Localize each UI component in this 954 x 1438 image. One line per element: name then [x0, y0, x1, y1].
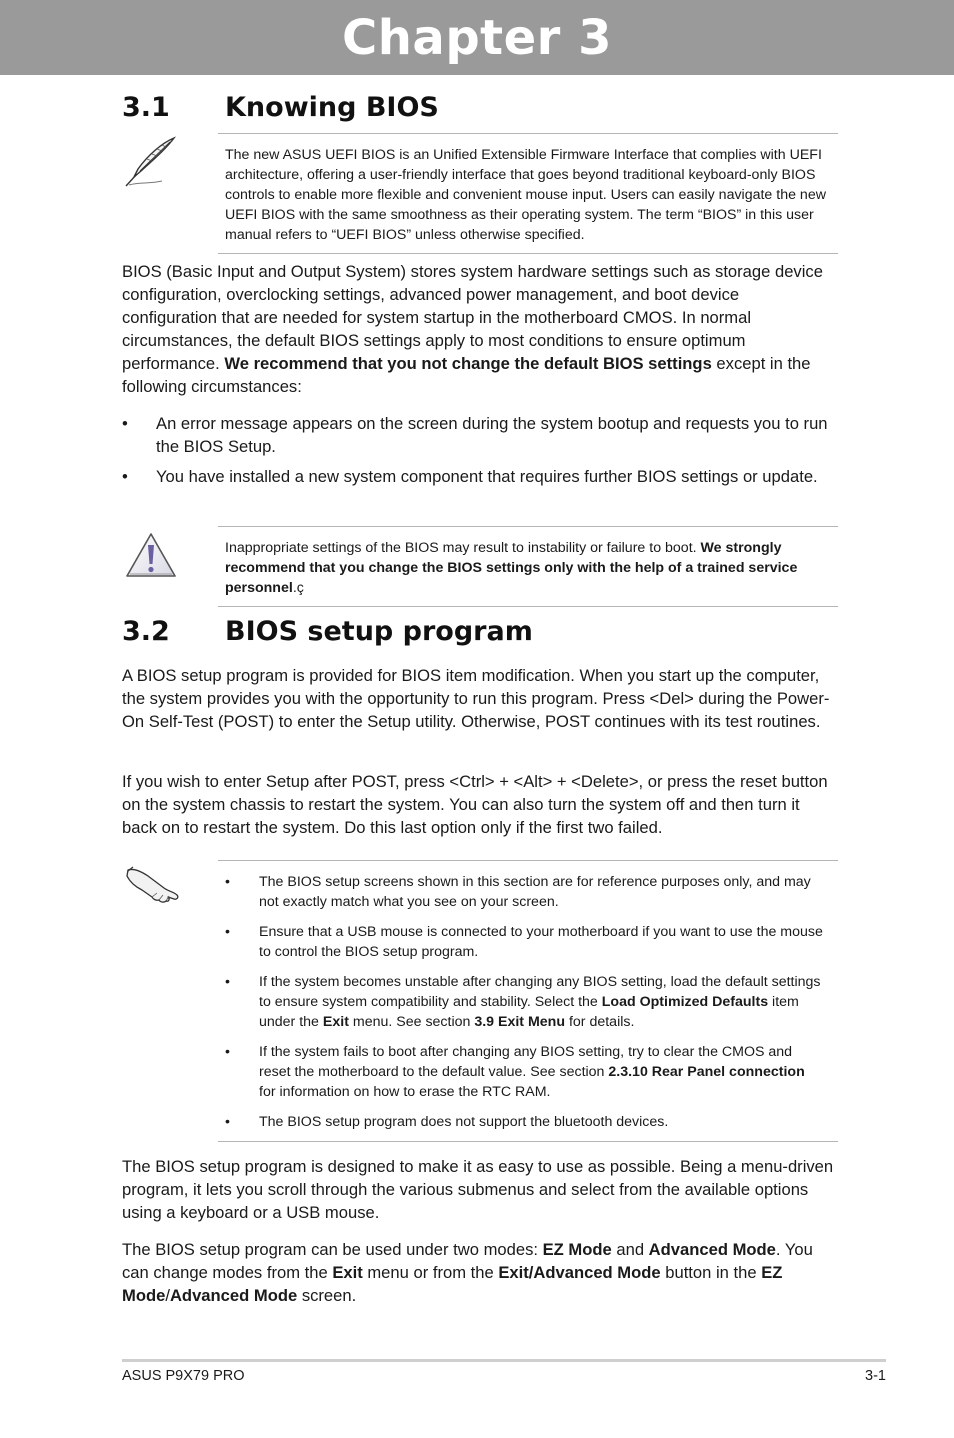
list-item: [122, 465, 837, 488]
text-run: menu. See section: [348, 1014, 475, 1030]
list-item: [225, 972, 825, 1032]
setup-paragraph-1: A BIOS setup program is provided for BIOS item modification. When you start up the computer, the system provides you with the opportunity to run this program. Press <Del> during the Power-On Self-Test (POST) to enter the Setup utility. Otherwise, POST continues with its test routines.: [122, 666, 830, 731]
section-heading-3-1: [122, 92, 439, 123]
bold-run: Exit/Advanced Mode: [498, 1263, 661, 1282]
intro-text: BIOS (Basic Input and Output System) stores system hardware settings such as storage device configuration, overclocking settings, advanced power management, and boot device configuration that are needed for system startup in the motherboard CMOS. In normal circumstances, the default BIOS settings apply to most conditions to ensure optimum performance.: [122, 262, 823, 373]
list-item: [225, 872, 825, 912]
bold-run: Load Optimized Defaults: [601, 994, 769, 1010]
list-item-text: [259, 1044, 805, 1100]
bullet: •: [225, 974, 230, 990]
section-number: 3.2: [122, 616, 170, 647]
circumstances-list: [122, 412, 837, 495]
text-run: If the system fails to boot after changing any BIOS setting, try to clear the CMOS and reset the motherboard to the default value. See section: [259, 1044, 793, 1080]
list-item: [122, 412, 837, 458]
pen-icon: [122, 135, 180, 189]
warning-text-end: .ç: [292, 580, 304, 596]
bold-run: EZ Mode: [542, 1240, 612, 1259]
list-item-text: Ensure that a USB mouse is connected to your motherboard if you want to use the mouse to control the BIOS setup program.: [259, 924, 823, 960]
section-title: Knowing BIOS: [225, 92, 439, 123]
note-text: The new ASUS UEFI BIOS is an Unified Extensible Firmware Interface that complies with UEFI architecture, offering a user-friendly interface that goes beyond traditional keyboard-only BIOS controls to enable more flexible and convenient mouse input. Users can easily navigate the new UEFI BIOS with the same smoothness as their operating system. The term “BIOS” in this user manual refers to “UEFI BIOS” unless otherwise specified.: [225, 147, 826, 243]
intro-text-end: except in the following circumstances:: [122, 354, 811, 396]
bold-run: Advanced Mode: [169, 1286, 298, 1305]
bold-run: 3.9 Exit Menu: [474, 1014, 566, 1030]
bold-run: 2.3.10 Rear Panel connection: [608, 1064, 805, 1080]
list-item-text: You have installed a new system component that requires further BIOS settings or update.: [156, 467, 818, 486]
section-heading-3-2: [122, 616, 533, 647]
bold-run: Advanced Mode: [648, 1240, 776, 1259]
bullet: •: [225, 874, 230, 890]
chapter-title: Chapter 3: [342, 9, 612, 66]
text-run: item under the: [259, 994, 799, 1030]
modes-paragraph: [122, 1238, 837, 1307]
text-run: for details.: [565, 1014, 635, 1030]
setup-notes-list: [225, 872, 825, 1142]
section-number: 3.1: [122, 92, 170, 123]
footer-product-name: ASUS P9X79 PRO: [122, 1368, 245, 1384]
notes-top-rule: [218, 860, 838, 861]
footer-page-number: 3-1: [865, 1368, 886, 1384]
list-item-text: An error message appears on the screen during the system bootup and requests you to run the BIOS Setup.: [156, 414, 828, 456]
bullet: •: [225, 1044, 230, 1060]
notes-bottom-rule: [218, 1141, 838, 1142]
text-run: button in the: [660, 1263, 762, 1282]
warning-bottom-rule: [218, 606, 838, 607]
bullet: •: [225, 1114, 230, 1130]
text-run: /: [165, 1286, 170, 1305]
bold-run: EZ Mode: [122, 1263, 783, 1305]
list-item-text: The BIOS setup screens shown in this section are for reference purposes only, and may not exactly match what you see on your screen.: [259, 874, 811, 910]
text-run: . You can change modes from the: [122, 1240, 813, 1282]
bold-run: Exit: [322, 1014, 349, 1030]
list-item-text: The BIOS setup program does not support the bluetooth devices.: [259, 1114, 669, 1130]
bold-run: Exit: [332, 1263, 363, 1282]
section-title: BIOS setup program: [225, 616, 533, 647]
note-top-rule: [218, 133, 838, 134]
bullet: •: [122, 414, 128, 433]
list-item: [225, 1112, 825, 1132]
design-paragraph: The BIOS setup program is designed to make it as easy to use as possible. Being a menu-driven program, it lets you scroll through the various submenus and select from the available options using a keyboard or a USB mouse.: [122, 1157, 834, 1222]
warning-text-bold: We strongly recommend that you change the BIOS settings only with the help of a trained service personnel: [225, 540, 798, 596]
text-run: for information on how to erase the RTC RAM.: [259, 1084, 551, 1100]
list-item: [225, 1042, 825, 1102]
text-run: If the system becomes unstable after changing any BIOS setting, load the default settings to ensure system compatibility and stability. Select the: [259, 974, 821, 1010]
footer-rule: [122, 1359, 886, 1362]
intro-paragraph: [122, 260, 837, 398]
warning-text: [225, 538, 837, 598]
chapter-banner: [0, 0, 954, 75]
warning-icon: [124, 531, 178, 581]
text-run: The BIOS setup program can be used under two modes:: [122, 1240, 543, 1259]
text-run: menu or from the: [362, 1263, 499, 1282]
intro-bold-text: We recommend that you not change the default BIOS settings: [224, 354, 712, 373]
warning-top-rule: [218, 526, 838, 527]
note-bottom-rule: [218, 253, 838, 254]
warning-text-plain: Inappropriate settings of the BIOS may result to instability or failure to boot.: [225, 540, 701, 556]
bullet: •: [225, 924, 230, 940]
setup-paragraph-2: If you wish to enter Setup after POST, press <Ctrl> + <Alt> + <Delete>, or press the reset button on the system chassis to restart the system. You can also turn the system off and then turn it back on to restart the system. Do this last option only if the first two failed.: [122, 772, 828, 837]
list-item: [225, 922, 825, 962]
list-item-text: [259, 974, 821, 1030]
bullet: •: [122, 467, 128, 486]
pointing-hand-icon: [124, 862, 182, 904]
text-run: screen.: [297, 1286, 357, 1305]
text-run: and: [611, 1240, 649, 1259]
